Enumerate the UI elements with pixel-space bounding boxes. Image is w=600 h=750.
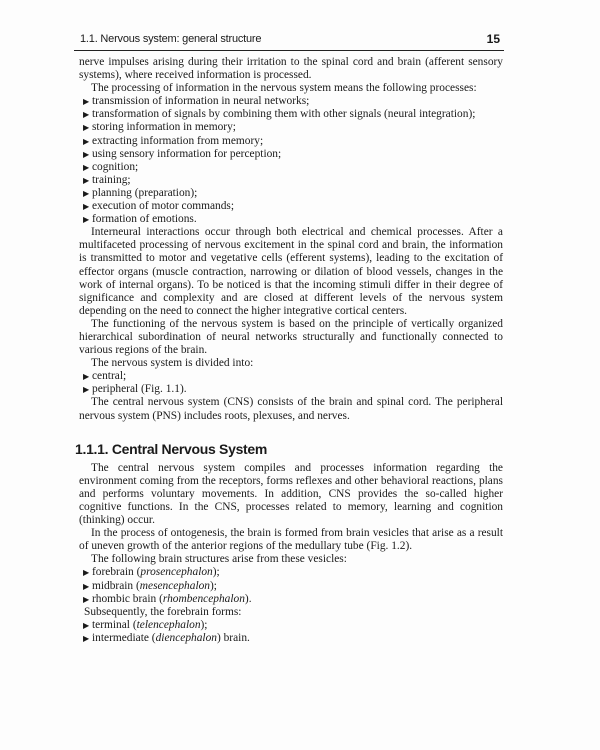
page-body (75, 56, 503, 645)
bullet-icon: ▶ (83, 175, 90, 185)
list-item: ▶ planning (preparation); (83, 186, 198, 199)
bullet-icon: ▶ (83, 568, 90, 578)
bullet-icon: ▶ (83, 594, 90, 604)
forebrain-parts-list (79, 619, 503, 645)
list-item: ▶ extracting information from memory; (83, 134, 264, 147)
list-item: ▶ intermediate (diencephalon) brain. (83, 631, 250, 644)
header-rule (74, 50, 504, 51)
processes-list (79, 95, 503, 226)
page-header (74, 30, 504, 50)
latin-term: prosencephalon (140, 566, 213, 579)
bullet-icon: ▶ (83, 149, 90, 159)
list-item: ▶ transformation of signals by combining them with other signals (neural integration); (83, 108, 476, 121)
bullet-icon: ▶ (83, 136, 90, 146)
list-item: ▶ peripheral (Fig. 1.1). (83, 383, 187, 396)
page-number: 15 (486, 32, 500, 46)
bullet-icon: ▶ (83, 123, 90, 133)
paragraph: The nervous system is divided into: (91, 357, 254, 370)
paragraph: The functioning of the nervous system is based on the principle of vertically organized hierarchical subordination of neural networks structurally and functionally connected to various regions of the brain. (79, 317, 503, 357)
division-list (79, 370, 503, 396)
list-item: ▶ midbrain (mesencephalon); (83, 579, 217, 592)
latin-term: rhombencephalon (162, 592, 245, 605)
paragraph: Subsequently, the forebrain forms: (84, 605, 242, 618)
bullet-icon: ▶ (83, 620, 90, 630)
paragraph: The processing of information in the nervous system means the following processes: (91, 82, 477, 95)
list-item: ▶ formation of emotions. (83, 213, 197, 226)
list-item: ▶ training; (83, 173, 131, 186)
section-heading: 1.1.1. Central Nervous System (75, 440, 268, 457)
bullet-icon: ▶ (83, 188, 90, 198)
paragraph: Interneural interactions occur through both electrical and chemical processes. After a multifaceted processing of nervous excitement in the spinal cord and brain, the information is transmitted to motor and vegetative cells (efferent systems), leading to the excitation of effector organs (muscle contraction, narrowing or dilation of blood vessels, changes in the work of internal organs). To be noticed is that the incoming stimuli differ in their degree of significance and complexity and are closed at different levels of the nervous system depending on the need to connect the higher integrative cortical centers. (79, 226, 503, 317)
list-item: ▶ cognition; (83, 160, 139, 173)
running-title: 1.1. Nervous system: general structure (80, 33, 262, 45)
list-item: ▶ terminal (telencephalon); (83, 618, 208, 631)
bullet-icon: ▶ (83, 97, 90, 107)
paragraph: nerve impulses arising during their irritation to the spinal cord and brain (afferent sensory systems), where received information is processed. (79, 56, 503, 82)
bullet-icon: ▶ (83, 385, 90, 395)
list-item: ▶ central; (83, 370, 127, 383)
bullet-icon: ▶ (83, 633, 90, 643)
list-item: ▶ storing information in memory; (83, 121, 236, 134)
bullet-icon: ▶ (83, 581, 90, 591)
paragraph: The central nervous system (CNS) consists of the brain and spinal cord. The peripheral nervous system (PNS) includes roots, plexuses, and nerves. (79, 396, 503, 422)
bullet-icon: ▶ (83, 215, 90, 225)
list-item: ▶ rhombic brain (rhombencephalon). (83, 592, 252, 605)
bullet-icon: ▶ (83, 372, 90, 382)
list-item: ▶ forebrain (prosencephalon); (83, 566, 220, 579)
list-item: ▶ using sensory information for perception; (83, 147, 282, 160)
paragraph: The central nervous system compiles and processes information regarding the environment coming from the receptors, forms reflexes and other behavioral reactions, plans and performs voluntary movements. In addition, CNS provides the so-called higher cognitive functions. In the CNS, processes related to memory, learning and cognition (thinking) occur. (79, 461, 503, 527)
latin-term: diencephalon (155, 631, 217, 644)
latin-term: telencephalon (136, 618, 201, 631)
paragraph: The following brain structures arise from these vesicles: (91, 553, 347, 566)
bullet-icon: ▶ (83, 162, 90, 172)
bullet-icon: ▶ (83, 202, 90, 212)
list-item: ▶ execution of motor commands; (83, 200, 235, 213)
bullet-icon: ▶ (83, 110, 90, 120)
brain-structures-list (79, 566, 503, 605)
latin-term: mesencephalon (139, 579, 210, 592)
list-item: ▶ transmission of information in neural networks; (83, 95, 310, 108)
paragraph: In the process of ontogenesis, the brain is formed from brain vesicles that arise as a result of uneven growth of the anterior regions of the medullary tube (Fig. 1.2). (79, 527, 503, 553)
